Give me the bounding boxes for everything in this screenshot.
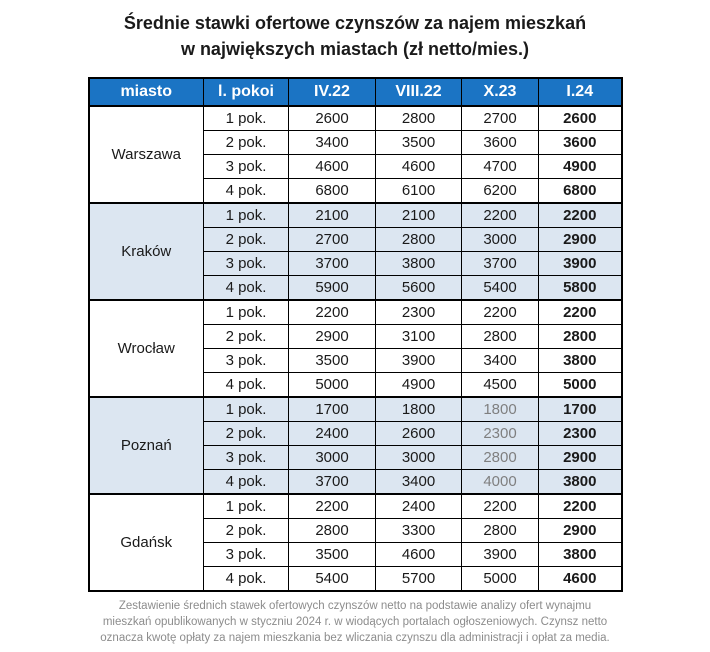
value-cell: 2900 <box>289 325 376 349</box>
table-row <box>89 397 622 422</box>
value-cell: 5900 <box>289 276 376 301</box>
value-cell: 3000 <box>289 446 376 470</box>
value-cell: 3100 <box>376 325 462 349</box>
value-cell: 2700 <box>289 228 376 252</box>
value-cell: 2300 <box>539 422 622 446</box>
rooms-cell: 4 pok. <box>204 567 289 592</box>
table-body <box>89 106 622 591</box>
value-cell: 3800 <box>539 349 622 373</box>
value-cell: 2300 <box>462 422 539 446</box>
value-cell: 5000 <box>462 567 539 592</box>
value-cell: 2200 <box>539 494 622 519</box>
value-cell: 3400 <box>289 131 376 155</box>
value-cell: 3000 <box>376 446 462 470</box>
value-cell: 2200 <box>539 300 622 325</box>
value-cell: 5700 <box>376 567 462 592</box>
value-cell: 2900 <box>539 519 622 543</box>
value-cell: 4700 <box>462 155 539 179</box>
value-cell: 2800 <box>462 446 539 470</box>
value-cell: 5400 <box>462 276 539 301</box>
value-cell: 2800 <box>539 325 622 349</box>
value-cell: 6100 <box>376 179 462 204</box>
value-cell: 4600 <box>376 543 462 567</box>
value-cell: 5600 <box>376 276 462 301</box>
footer-line-2: mieszkań opublikowanych w styczniu 2024 r. w wiodących portalach ogłoszeniowych. Czynsz netto <box>102 616 608 628</box>
column-header-x23: X.23 <box>462 78 539 106</box>
value-cell: 5000 <box>539 373 622 398</box>
value-cell: 2200 <box>462 300 539 325</box>
title-line-2: w największych miastach (zł netto/mies.) <box>180 39 530 59</box>
table-row <box>89 106 622 131</box>
value-cell: 5400 <box>289 567 376 592</box>
value-cell: 1800 <box>376 397 462 422</box>
rooms-cell: 4 pok. <box>204 373 289 398</box>
column-header-viii22: VIII.22 <box>376 78 462 106</box>
value-cell: 2400 <box>376 494 462 519</box>
value-cell: 1700 <box>539 397 622 422</box>
rooms-cell: 2 pok. <box>204 519 289 543</box>
rooms-cell: 1 pok. <box>204 397 289 422</box>
rooms-cell: 1 pok. <box>204 494 289 519</box>
value-cell: 2900 <box>539 446 622 470</box>
value-cell: 6200 <box>462 179 539 204</box>
rent-rates-table <box>88 77 623 592</box>
value-cell: 2600 <box>539 106 622 131</box>
value-cell: 2400 <box>289 422 376 446</box>
city-name-cell: Kraków <box>89 203 204 300</box>
value-cell: 3600 <box>539 131 622 155</box>
value-cell: 4600 <box>376 155 462 179</box>
value-cell: 3500 <box>376 131 462 155</box>
value-cell: 2900 <box>539 228 622 252</box>
value-cell: 2800 <box>376 228 462 252</box>
rooms-cell: 1 pok. <box>204 203 289 228</box>
value-cell: 2800 <box>289 519 376 543</box>
value-cell: 4900 <box>376 373 462 398</box>
rooms-cell: 3 pok. <box>204 349 289 373</box>
city-name-cell: Warszawa <box>89 106 204 203</box>
value-cell: 4500 <box>462 373 539 398</box>
value-cell: 2200 <box>462 494 539 519</box>
value-cell: 2100 <box>289 203 376 228</box>
value-cell: 2300 <box>376 300 462 325</box>
value-cell: 3400 <box>462 349 539 373</box>
value-cell: 3700 <box>462 252 539 276</box>
table-row <box>89 300 622 325</box>
table-row <box>89 494 622 519</box>
value-cell: 3500 <box>289 349 376 373</box>
rooms-cell: 4 pok. <box>204 179 289 204</box>
footer-note <box>83 598 628 646</box>
column-header-i24: I.24 <box>539 78 622 106</box>
rooms-cell: 2 pok. <box>204 422 289 446</box>
value-cell: 2200 <box>289 300 376 325</box>
value-cell: 1700 <box>289 397 376 422</box>
value-cell: 2600 <box>289 106 376 131</box>
footer-line-1: Zestawienie średnich stawek ofertowych czynszów netto na podstawie analizy ofert wynajmu <box>118 600 592 612</box>
value-cell: 3900 <box>376 349 462 373</box>
rooms-cell: 1 pok. <box>204 106 289 131</box>
value-cell: 4000 <box>462 470 539 495</box>
rooms-cell: 3 pok. <box>204 155 289 179</box>
value-cell: 5000 <box>289 373 376 398</box>
value-cell: 6800 <box>539 179 622 204</box>
value-cell: 2800 <box>376 106 462 131</box>
rooms-cell: 4 pok. <box>204 276 289 301</box>
value-cell: 2800 <box>462 325 539 349</box>
rooms-cell: 2 pok. <box>204 325 289 349</box>
value-cell: 3000 <box>462 228 539 252</box>
value-cell: 3800 <box>539 543 622 567</box>
value-cell: 3600 <box>462 131 539 155</box>
column-header-rooms: l. pokoi <box>204 78 289 106</box>
value-cell: 2700 <box>462 106 539 131</box>
header-row <box>89 78 622 106</box>
value-cell: 2200 <box>462 203 539 228</box>
page-title <box>0 0 710 62</box>
value-cell: 3500 <box>289 543 376 567</box>
value-cell: 3800 <box>376 252 462 276</box>
rooms-cell: 2 pok. <box>204 228 289 252</box>
value-cell: 3400 <box>376 470 462 495</box>
city-name-cell: Wrocław <box>89 300 204 397</box>
rooms-cell: 4 pok. <box>204 470 289 495</box>
rooms-cell: 3 pok. <box>204 252 289 276</box>
table-row <box>89 203 622 228</box>
rooms-cell: 3 pok. <box>204 543 289 567</box>
rooms-cell: 1 pok. <box>204 300 289 325</box>
rooms-cell: 2 pok. <box>204 131 289 155</box>
value-cell: 3300 <box>376 519 462 543</box>
value-cell: 1800 <box>462 397 539 422</box>
value-cell: 3900 <box>462 543 539 567</box>
value-cell: 3900 <box>539 252 622 276</box>
footer-line-3: oznacza kwotę opłaty za najem mieszkania bez wliczania czynszu dla administracji i opłat za media. <box>100 632 610 644</box>
value-cell: 4600 <box>289 155 376 179</box>
value-cell: 2100 <box>376 203 462 228</box>
column-header-miasto: miasto <box>89 78 204 106</box>
city-name-cell: Gdańsk <box>89 494 204 591</box>
value-cell: 3700 <box>289 252 376 276</box>
column-header-iv22: IV.22 <box>289 78 376 106</box>
rooms-cell: 3 pok. <box>204 446 289 470</box>
value-cell: 2200 <box>289 494 376 519</box>
title-line-1: Średnie stawki ofertowe czynszów za najem mieszkań <box>123 13 587 33</box>
value-cell: 3700 <box>289 470 376 495</box>
value-cell: 4600 <box>539 567 622 592</box>
value-cell: 5800 <box>539 276 622 301</box>
value-cell: 3800 <box>539 470 622 495</box>
value-cell: 2800 <box>462 519 539 543</box>
value-cell: 2600 <box>376 422 462 446</box>
city-name-cell: Poznań <box>89 397 204 494</box>
value-cell: 6800 <box>289 179 376 204</box>
value-cell: 2200 <box>539 203 622 228</box>
value-cell: 4900 <box>539 155 622 179</box>
